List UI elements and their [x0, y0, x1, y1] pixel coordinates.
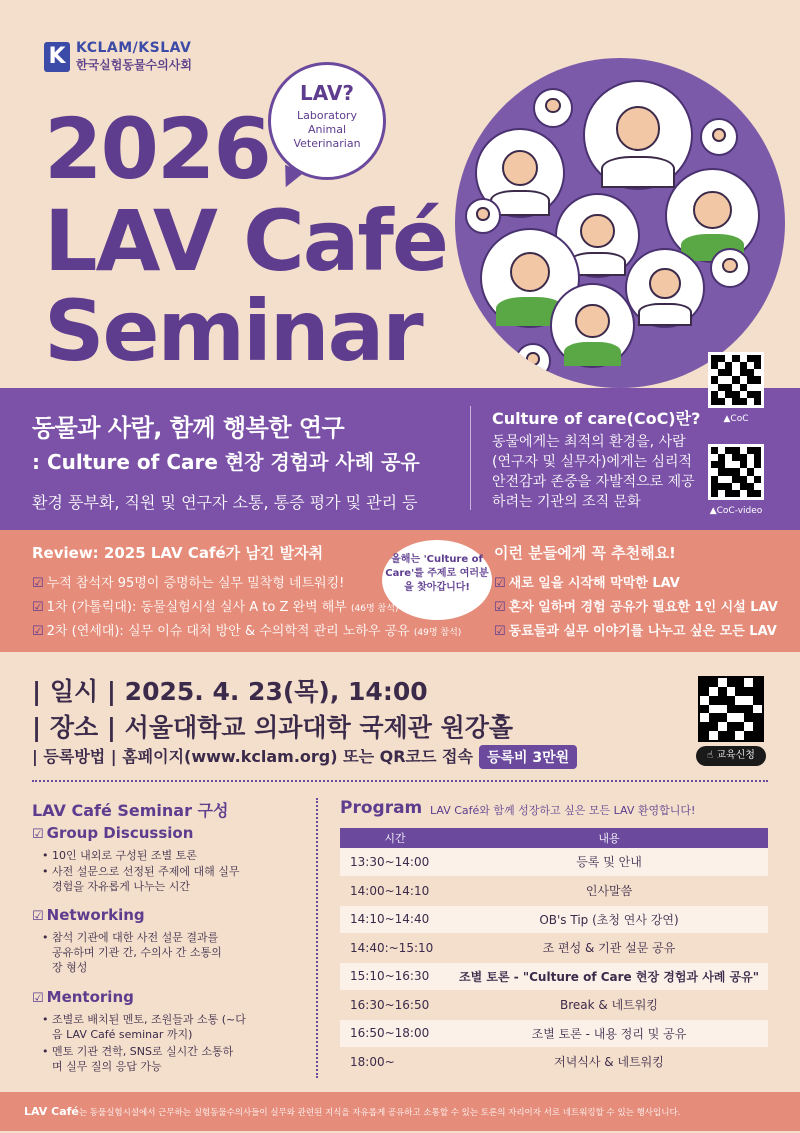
logo-mark: K	[44, 42, 70, 72]
event-date: | 일시 | 2025. 4. 23(목), 14:00	[32, 677, 428, 706]
qr-caption-coc-video: ▲CoC-video	[709, 506, 763, 516]
table-header-row	[340, 828, 768, 848]
program-subtitle: LAV Café와 함께 성장하고 싶은 모든 LAV 환영합니다!	[430, 804, 696, 817]
recommend-title: 이런 분들에게 꼭 추천해요!	[494, 544, 676, 562]
section-group-discussion: ☑ Group Discussion	[32, 824, 194, 842]
checkbox-icon: ☑	[494, 576, 506, 591]
section-divider	[32, 780, 768, 782]
content-cell: 등록 및 안내	[450, 848, 768, 877]
review-item: ☑ 2차 (연세대): 실무 이슈 대처 방안 & 수의학적 관리 노하우 공유 (49명 참석)	[32, 624, 462, 639]
bubble-question: LAV?	[300, 81, 354, 105]
theme-headline: 동물과 사람, 함께 행복한 연구	[32, 414, 345, 442]
logo-english: KCLAM/KSLAV	[76, 40, 192, 56]
section-networking: ☑ Networking	[32, 906, 145, 924]
event-place: | 장소 | 서울대학교 의과대학 국제관 원강홀	[32, 713, 514, 742]
table-row	[340, 1048, 768, 1077]
veterinarian-illustration	[455, 58, 785, 388]
table-row	[340, 877, 768, 906]
footer-brand: LAV Café	[24, 1105, 79, 1118]
table-row	[340, 934, 768, 963]
checkbox-icon: ☑	[32, 576, 44, 591]
checkbox-icon: ☑	[32, 827, 44, 842]
vet-portrait	[583, 80, 693, 190]
footer	[0, 1092, 800, 1131]
pointer-icon: ☝	[707, 750, 714, 761]
logo	[44, 40, 192, 73]
time-cell: 13:30~14:00	[340, 848, 450, 877]
program-title: Program	[340, 798, 423, 818]
small-portrait	[515, 343, 551, 379]
title-seminar: Seminar	[44, 282, 422, 380]
lav-speech-bubble	[268, 62, 386, 180]
apply-button[interactable]: ☝ 교육신청	[696, 746, 766, 766]
time-cell: 16:50~18:00	[340, 1019, 450, 1048]
composition-title: LAV Café Seminar 구성	[32, 801, 229, 820]
qr-caption-coc: ▲CoC	[723, 414, 749, 424]
time-cell: 14:10~14:40	[340, 905, 450, 934]
qr-code-coc[interactable]	[708, 352, 764, 408]
checkbox-icon: ☑	[494, 600, 506, 615]
theme-subheadline: : Culture of Care 현장 경험과 사례 공유	[32, 450, 420, 474]
small-portrait	[710, 248, 750, 288]
table-row	[340, 905, 768, 934]
band-divider	[470, 406, 471, 510]
checkbox-icon: ☑	[32, 991, 44, 1006]
checkbox-icon: ☑	[32, 909, 44, 924]
column-divider	[316, 798, 318, 1078]
table-row	[340, 991, 768, 1020]
bubble-line-1: Laboratory	[297, 109, 357, 122]
coc-title: Culture of care(CoC)란?	[492, 409, 701, 428]
review-item: ☑ 1차 (가톨릭대): 동물실험시설 실사 A to Z 완벽 해부 (46명 참석)	[32, 600, 399, 615]
bullet-item: • 사전 설문으로 선정된 주제에 대해 실무 경험을 자유롭게 나누는 시간	[52, 864, 252, 894]
table-row	[340, 962, 768, 991]
theme-topics: 환경 풍부화, 직원 및 연구자 소통, 통증 평가 및 관리 등	[32, 493, 418, 512]
logo-korean: 한국실험동물수의사회	[76, 58, 192, 72]
title-lav-cafe: LAV Café	[44, 192, 447, 290]
small-portrait	[533, 88, 573, 128]
small-portrait	[700, 118, 738, 156]
recommend-item: ☑ 혼자 일하며 경험 공유가 필요한 1인 시설 LAV	[494, 600, 778, 615]
bullet-item: • 10인 내외로 구성된 조별 토론	[52, 848, 197, 863]
registration-method: | 등록방법 | 홈페이지(www.kclam.org) 또는 QR코드 접속 등록비 3만원	[32, 744, 577, 769]
bubble-line-2: Animal	[307, 123, 347, 136]
content-cell: 저녁식사 & 네트워킹	[450, 1048, 768, 1077]
column-header-content: 내용	[450, 828, 768, 848]
recommend-item: ☑ 동료들과 실무 이야기를 나누고 싶은 모든 LAV	[494, 624, 777, 639]
content-cell: 조별 토론 - 내용 정리 및 공유	[450, 1019, 768, 1048]
vet-portrait	[625, 248, 705, 328]
fee-badge: 등록비 3만원	[479, 745, 577, 769]
bullet-item: • 조별로 배치된 멘토, 조원들과 소통 (~다음 LAV Café seminar 까지)	[52, 1012, 252, 1042]
program-table	[340, 828, 768, 1077]
checkbox-icon: ☑	[494, 624, 506, 639]
coc-definition: 동물에게는 최적의 환경을, 사람(연구자 및 실무자)에게는 심리적 안전감과 존중을 자발적으로 제공하려는 기관의 조직 문화	[492, 434, 695, 510]
checkbox-icon: ☑	[32, 600, 44, 615]
section-mentoring: ☑ Mentoring	[32, 988, 134, 1006]
vet-portrait	[550, 283, 635, 368]
recommend-item: ☑ 새로 일을 시작해 막막한 LAV	[494, 576, 680, 591]
column-header-time: 시간	[340, 828, 450, 848]
table-row	[340, 1019, 768, 1048]
title-year: 2026	[44, 100, 270, 198]
table-row	[340, 848, 768, 877]
review-item: ☑ 누적 참석자 95명이 증명하는 실무 밀착형 네트워킹!	[32, 576, 345, 591]
bullet-item: • 참석 기관에 대한 사전 설문 결과를 공유하며 기관 간, 수의사 간 소통의 장 형성	[52, 930, 222, 975]
content-cell: 조별 토론 - "Culture of Care 현장 경험과 사례 공유"	[450, 962, 768, 991]
bubble-line-3: Veterinarian	[293, 137, 361, 150]
content-cell: OB's Tip (초청 연사 강연)	[450, 905, 768, 934]
bullet-item: • 멘토 기관 견학, SNS로 실시간 소통하며 실무 질의 응답 가능	[52, 1044, 242, 1074]
content-cell: 조 편성 & 기관 설문 공유	[450, 934, 768, 963]
theme-badge: 올해는 'Culture of Care'를 주제로 여러분을 찾아갑니다!	[382, 540, 492, 620]
qr-code-register[interactable]	[698, 676, 764, 742]
time-cell: 18:00~	[340, 1048, 450, 1077]
footer-text: 는 동물실험시설에서 근무하는 실험동물수의사들이 실무와 관련된 지식을 자유롭게 공유하고 소통할 수 있는 토론의 자리이자 서로 네트워킹할 수 있는 행사입니다.	[78, 1108, 681, 1118]
content-cell: 인사말씀	[450, 877, 768, 906]
time-cell: 16:30~16:50	[340, 991, 450, 1020]
qr-code-coc-video[interactable]	[708, 444, 764, 500]
time-cell: 14:00~14:10	[340, 877, 450, 906]
vet-portrait	[665, 168, 760, 263]
time-cell: 15:10~16:30	[340, 962, 450, 991]
small-portrait	[465, 198, 501, 234]
time-cell: 14:40:~15:10	[340, 934, 450, 963]
review-title: Review: 2025 LAV Café가 남긴 발자취	[32, 544, 324, 562]
content-cell: Break & 네트워킹	[450, 991, 768, 1020]
checkbox-icon: ☑	[32, 624, 44, 639]
